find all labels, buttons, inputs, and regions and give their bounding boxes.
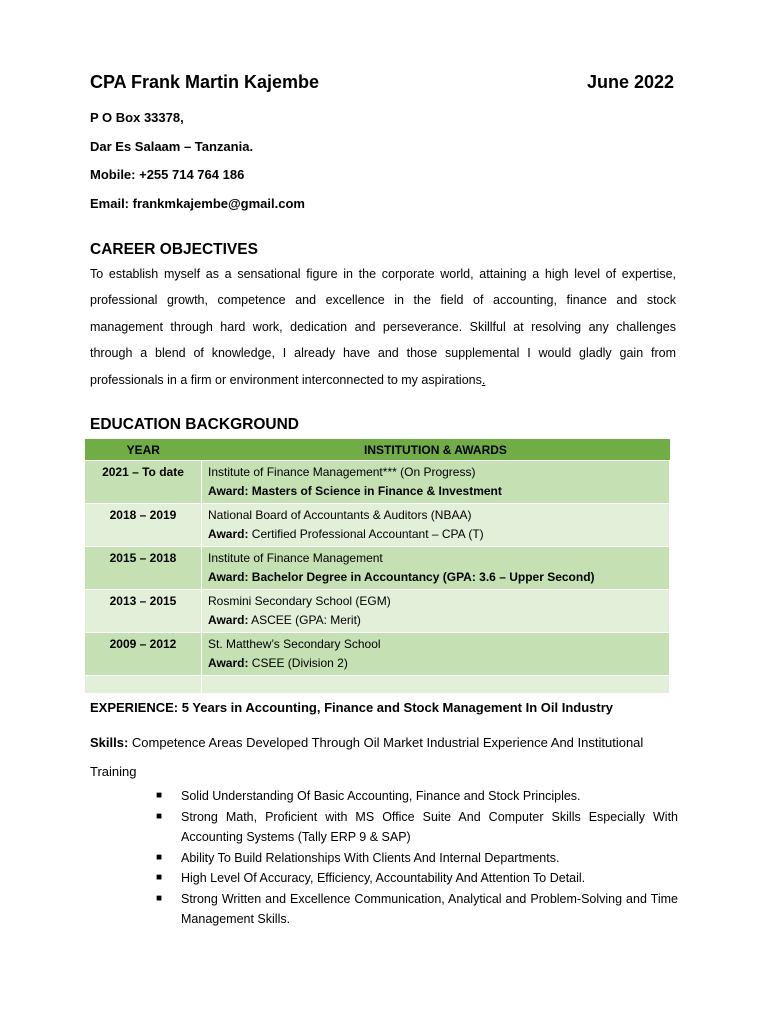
education-header-row: [85, 439, 670, 461]
education-table: [85, 439, 670, 693]
row-award-value: Certified Professional Accountant – CPA (T): [248, 527, 484, 541]
square-bullet-icon: ■: [156, 851, 163, 863]
row-award-value: ASCEE (GPA: Merit): [248, 613, 361, 627]
address-line-2: Dar Es Salaam – Tanzania.: [90, 139, 254, 154]
row-award: [208, 611, 663, 630]
row-institution-cell: [202, 590, 670, 633]
career-objectives-tail: .: [481, 372, 486, 387]
list-item-text: Ability To Build Relationships With Clients And Internal Departments.: [181, 850, 560, 865]
row-award-label: Award:: [208, 656, 249, 670]
mobile-number: Mobile: +255 714 764 186: [90, 167, 245, 182]
column-header-year: YEAR: [85, 439, 202, 461]
skills-intro: [90, 728, 680, 786]
row-institution-cell: [202, 633, 670, 676]
square-bullet-icon: ■: [156, 892, 163, 904]
table-row: [85, 504, 670, 547]
candidate-name: CPA Frank Martin Kajembe: [90, 72, 320, 92]
row-institution: National Board of Accountants & Auditors (NBAA): [208, 508, 472, 522]
career-objectives-title: CAREER OBJECTIVES: [90, 241, 258, 258]
list-item: [150, 848, 678, 869]
row-year: 2018 – 2019: [85, 504, 202, 547]
row-institution: Institute of Finance Management*** (On Progress): [208, 465, 476, 479]
row-year: 2021 – To date: [85, 461, 202, 504]
square-bullet-icon: ■: [156, 790, 163, 801]
career-objectives-body: To establish myself as a sensational figure in the corporate world, attaining a high level of expertise, professional growth, competence and excellence in the field of accounting, finance and stock management through hard work, dedication and perseverance. Skillful at resolving any challenges through a blend of knowledge, I already have and those supplemental I would gladly gain from professionals in a firm or environment interconnected to my aspirations: [90, 267, 676, 387]
square-bullet-icon: ■: [156, 872, 163, 883]
row-year: 2013 – 2015: [85, 590, 202, 633]
row-award-value: CSEE (Division 2): [248, 656, 348, 670]
document-date: June 2022: [587, 72, 675, 92]
list-item-text: High Level Of Accuracy, Efficiency, Accountability And Attention To Detail.: [181, 871, 586, 885]
education-title: EDUCATION BACKGROUND: [90, 416, 299, 433]
skills-label: Skills:: [90, 735, 129, 750]
empty-institution-cell: [202, 676, 670, 694]
row-year: 2015 – 2018: [85, 547, 202, 590]
list-item: [150, 807, 678, 848]
address-line-1: P O Box 33378,: [90, 110, 184, 125]
row-award-label: Award:: [208, 527, 249, 541]
list-item: [150, 868, 678, 889]
row-award-label: Award:: [208, 613, 249, 627]
column-header-institution: INSTITUTION & AWARDS: [202, 439, 670, 461]
list-item-text: Strong Written and Excellence Communication, Analytical and Problem-Solving and Time Management Skills.: [181, 891, 678, 926]
table-row: [85, 590, 670, 633]
empty-year-cell: [85, 676, 202, 694]
row-year: 2009 – 2012: [85, 633, 202, 676]
email-address: Email: frankmkajembe@gmail.com: [90, 196, 305, 211]
row-award: [208, 654, 663, 673]
row-institution: Rosmini Secondary School (EGM): [208, 594, 391, 608]
table-row: [85, 461, 670, 504]
list-item: [150, 889, 678, 930]
row-institution-cell: [202, 461, 670, 504]
list-item: [150, 786, 678, 807]
skills-text: Competence Areas Developed Through Oil Market Industrial Experience And Institutional Training: [90, 735, 644, 779]
list-item-text: Solid Understanding Of Basic Accounting, Finance and Stock Principles.: [181, 789, 581, 803]
row-award: [208, 525, 663, 544]
career-objectives-text: [90, 261, 676, 393]
row-institution-cell: [202, 547, 670, 590]
empty-table-row: [85, 676, 670, 694]
list-item-text: Strong Math, Proficient with MS Office Suite And Computer Skills Especially With Accounting Systems (Tally ERP 9 & SAP): [181, 809, 678, 844]
row-award: Award: Bachelor Degree in Accountancy (GPA: 3.6 – Upper Second): [208, 570, 595, 584]
experience-summary: EXPERIENCE: 5 Years in Accounting, Finance and Stock Management In Oil Industry: [90, 700, 614, 715]
row-institution: Institute of Finance Management: [208, 551, 383, 565]
row-award: Award: Masters of Science in Finance & Investment: [208, 484, 502, 498]
skills-list: [150, 786, 678, 930]
row-institution-cell: [202, 504, 670, 547]
table-row: [85, 547, 670, 590]
table-row: [85, 633, 670, 676]
square-bullet-icon: ■: [156, 810, 163, 822]
row-institution: St. Matthew’s Secondary School: [208, 637, 381, 651]
